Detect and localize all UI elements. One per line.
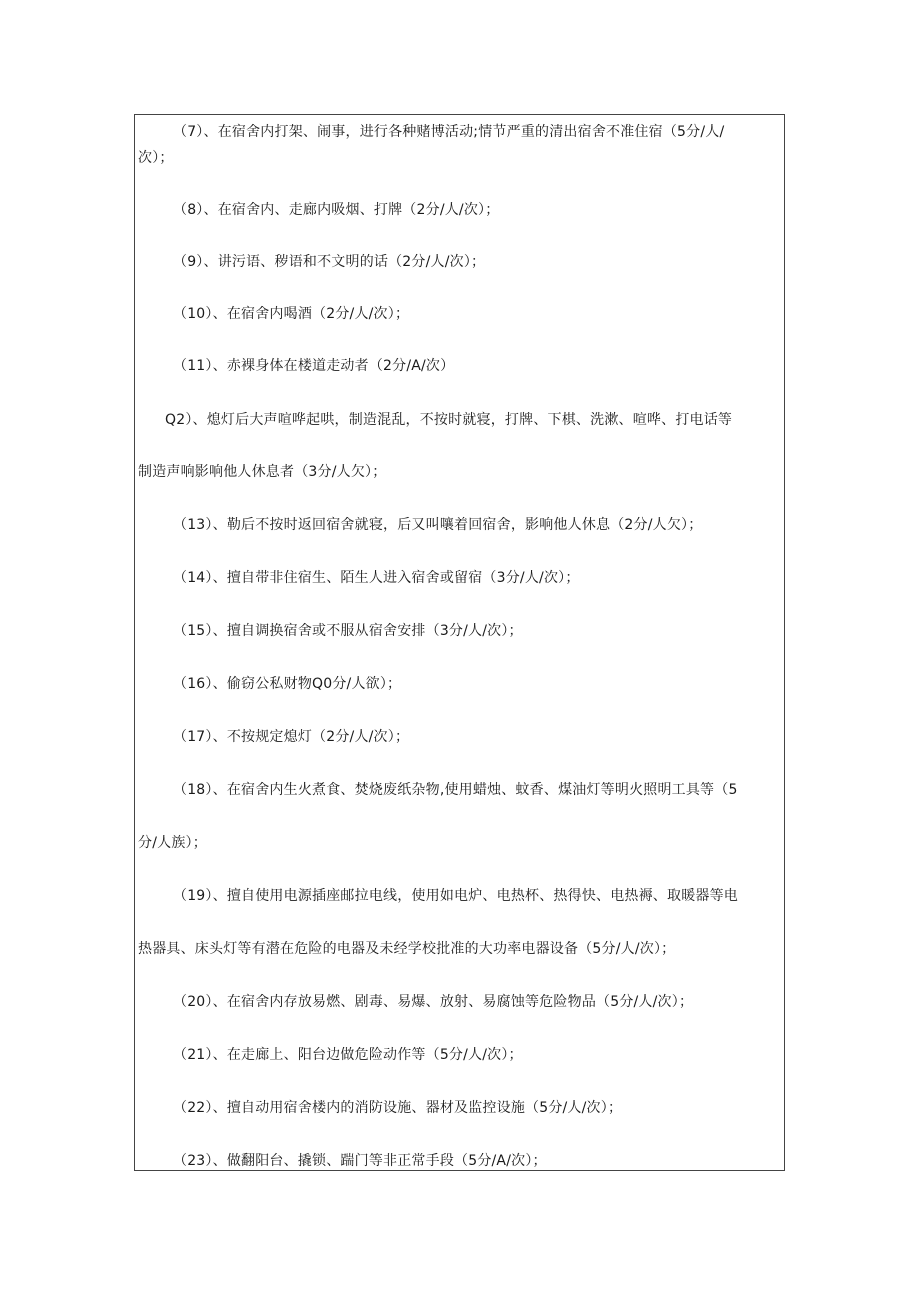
- rule-line-10: （10）、在宿舍内喝酒（2分/人/次）；: [173, 306, 410, 322]
- rule-line-15: （15）、擅自调换宿舍或不服从宿舍安排（3分/人/次）；: [173, 623, 523, 639]
- rule-line-19-cont: 热器具、床头灯等有潜在危险的电器及未经学校批准的大功率电器设备（5分/人/次）；: [138, 941, 676, 957]
- rule-line-17: （17）、不按规定熄灯（2分/人/次）；: [173, 729, 410, 745]
- rule-line-23: （23）、做翻阳台、撬锁、踹门等非正常手段（5分/A/次）；: [173, 1153, 547, 1169]
- rule-line-7-cont: 次）；: [138, 150, 174, 166]
- rule-line-12: Q2）、熄灯后大声喧哗起哄，制造混乱，不按时就寝，打牌、下棋、洗漱、喧哗、打电话等: [165, 412, 733, 428]
- rule-line-16: （16）、偷窃公私财物Q0分/人欲）；: [173, 676, 402, 692]
- rule-line-19: （19）、擅自使用电源插座邮拉电线，使用如电炉、电热杯、热得快、电热褥、取暖器等电: [173, 888, 739, 904]
- rule-line-18: （18）、在宿舍内生火煮食、焚烧废纸杂物,使用蜡烛、蚊香、煤油灯等明火照明工具等（5: [173, 782, 738, 798]
- rule-line-8: （8）、在宿舍内、走廊内吸烟、打牌（2分/人/次）；: [173, 202, 500, 218]
- rule-line-7: （7）、在宿舍内打架、闹事，进行各种赌博活动;情节严重的清出宿舍不准住宿（5分/人/: [173, 124, 725, 140]
- table-cell-frame: [134, 114, 785, 1171]
- rule-line-18-cont: 分/人族）；: [138, 835, 207, 851]
- rule-line-11: （11）、赤裸身体在楼道走动者（2分/A/次）: [173, 358, 455, 374]
- rule-line-9: （9）、讲污语、秽语和不文明的话（2分/人/次）；: [173, 254, 486, 270]
- rule-line-21: （21）、在走廊上、阳台边做危险动作等（5分/人/次）；: [173, 1047, 523, 1063]
- rule-line-20: （20）、在宿舍内存放易燃、剧毒、易爆、放射、易腐蚀等危险物品（5分/人/次）；: [173, 994, 694, 1010]
- rule-line-12-cont: 制造声响影响他人休息者（3分/人欠）；: [138, 464, 387, 480]
- rule-line-13: （13）、勒后不按时返回宿舍就寝，后又叫嚷着回宿舍，影响他人休息（2分/人欠）；: [173, 517, 703, 533]
- rule-line-14: （14）、擅自带非住宿生、陌生人进入宿舍或留宿（3分/人/次）；: [173, 570, 580, 586]
- rule-line-22: （22）、擅自动用宿舍楼内的消防设施、器材及监控设施（5分/人/次）；: [173, 1100, 623, 1116]
